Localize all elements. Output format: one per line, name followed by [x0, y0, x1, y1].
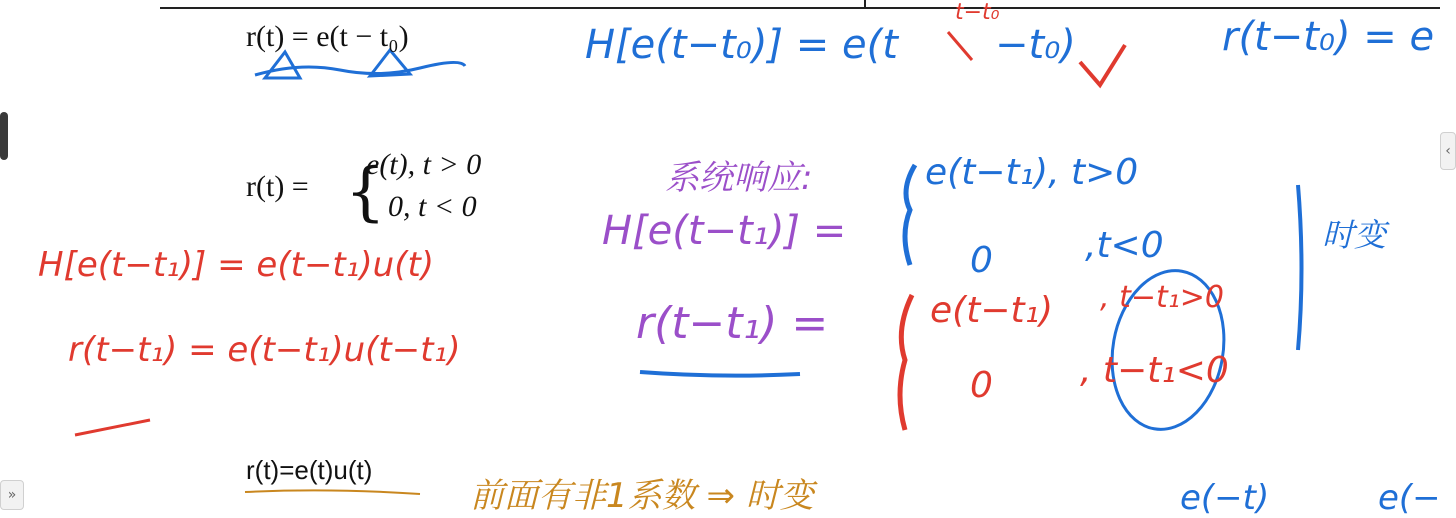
red-h-eq: H[e(t−t₁)] = e(t−t₁)u(t): [38, 245, 435, 285]
typed-eq-case-2: 0, t < 0: [388, 190, 477, 223]
blue-side-note: 时变: [1322, 216, 1387, 254]
red-underline-r: [75, 420, 150, 435]
red-case-1-value: e(t−t₁): [930, 290, 1054, 331]
bottom-left-expand-icon[interactable]: »: [0, 480, 24, 510]
purple-h-line: H[e(t−t₁)] =: [602, 208, 847, 254]
blue-case-2-cond: ,t<0: [1085, 225, 1164, 266]
blue-case-2-value: 0: [970, 240, 993, 281]
purple-label: 系统响应:: [665, 158, 813, 198]
orange-underline: [245, 490, 420, 494]
typed-brace: {: [345, 155, 386, 229]
blue-tail-2: e(−: [1378, 478, 1441, 518]
typed-eq-step: r(t)=e(t)u(t): [246, 455, 373, 485]
blue-underline-eq1: [255, 62, 465, 75]
blue-h-shift-end: −t₀): [995, 22, 1076, 68]
red-written-above: t−t₀: [955, 0, 1000, 25]
blue-h-shift: H[e(t−t₀)] = e(t: [585, 22, 898, 68]
typed-eq-case-1: e(t), t > 0: [366, 148, 482, 181]
purple-r-line: r(t−t₁) =: [636, 298, 829, 349]
red-strike: [948, 32, 972, 60]
blue-triangle-1: [265, 52, 300, 78]
blue-r-shift: r(t−t₀) = e: [1222, 14, 1435, 60]
red-brace: [900, 295, 912, 430]
blue-side-bracket: [1298, 185, 1302, 350]
blue-case-1: e(t−t₁), t>0: [925, 152, 1139, 193]
blue-brace: [905, 165, 915, 265]
typed-eq-shift: r(t) = e(t − t₀): [246, 20, 409, 53]
blue-tail-1: e(−t): [1180, 478, 1270, 518]
right-collapse-icon[interactable]: ‹: [1440, 132, 1456, 170]
red-case-2-value: 0: [970, 365, 993, 406]
red-case-2-cond: , t−t₁<0: [1080, 350, 1229, 391]
red-check-mark: [1080, 45, 1125, 85]
red-r-eq: r(t−t₁) = e(t−t₁)u(t−t₁): [68, 330, 461, 370]
orange-bottom-note: 前面有非1系数 ⇒ 时变: [470, 476, 814, 516]
red-case-1-cond: , t−t₁>0: [1100, 280, 1224, 315]
left-edge-tab[interactable]: [0, 112, 8, 160]
blue-underline-r: [640, 372, 800, 376]
typed-eq-cases-lhs: r(t) =: [246, 170, 309, 203]
